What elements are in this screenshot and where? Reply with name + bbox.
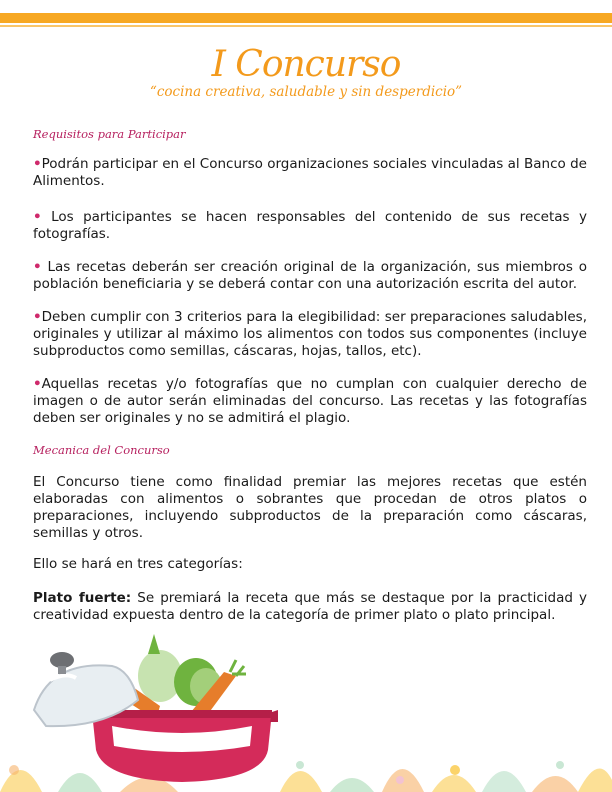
plato-fuerte-text: Se premiará la receta que más se destaque por la practicidad y creatividad expuesta dentro de la categoría de primer plato o plato principal. (33, 590, 588, 623)
bullet-icon: • (33, 259, 42, 275)
requisito-item-1 (33, 156, 587, 190)
decorative-pattern (0, 761, 612, 792)
pot-icon (92, 710, 278, 782)
page-subtitle: “cocina creativa, saludable y sin desperdicio” (149, 84, 463, 100)
requisito-text: Podrán participar en el Concurso organizaciones sociales vinculadas al Banco de Alimentos. (33, 156, 587, 189)
requisito-text: Aquellas recetas y/o fotografías que no cumplan con cualquier derecho de imagen o de autor serán eliminadas del concurso. Las recetas y las fotografías deben ser originales y no se admitirá el plagio. (33, 376, 587, 426)
requisito-text: Deben cumplir con 3 criterios para la elegibilidad: ser preparaciones saludables, originales y utilizar al máximo los alimentos con todos sus componentes (incluye subproductos como semillas, cáscaras, hojas, tallos, etc). (33, 309, 587, 359)
mecanica-categorias: Ello se hará en tres categorías: (33, 556, 243, 572)
requisito-text: Las recetas deberán ser creación original de la organización, sus miembros o población beneficiaria y se deberá contar con una autorización escrita del autor. (33, 259, 587, 292)
requisito-item-2 (33, 209, 587, 243)
section-heading-requisitos: Requisitos para Participar (33, 127, 186, 141)
top-thin-line (0, 25, 612, 27)
requisito-item-5 (33, 376, 587, 427)
mecanica-intro: El Concurso tiene como finalidad premiar las mejores recetas que estén elaboradas con alimentos o sobrantes que procedan de otros platos o preparaciones, incluyendo subproductos de la preparación como cáscaras, semillas y otros. (33, 474, 587, 541)
bullet-icon: • (33, 156, 42, 172)
page-title: I Concurso (211, 44, 401, 85)
top-orange-bar (0, 13, 612, 23)
plato-fuerte-label: Plato fuerte: (33, 590, 132, 606)
bullet-icon: • (33, 309, 42, 325)
section-heading-mecanica: Mecanica del Concurso (33, 443, 170, 457)
vegetables (112, 634, 246, 720)
cooking-pot-illustration (0, 630, 612, 792)
plato-fuerte-paragraph (33, 590, 587, 624)
requisito-text: Los participantes se hacen responsables del contenido de sus recetas y fotografías. (33, 209, 587, 242)
bullet-icon: • (33, 209, 42, 225)
bullet-icon: • (33, 376, 42, 392)
requisito-item-4 (33, 309, 587, 360)
requisito-item-3 (33, 259, 587, 293)
